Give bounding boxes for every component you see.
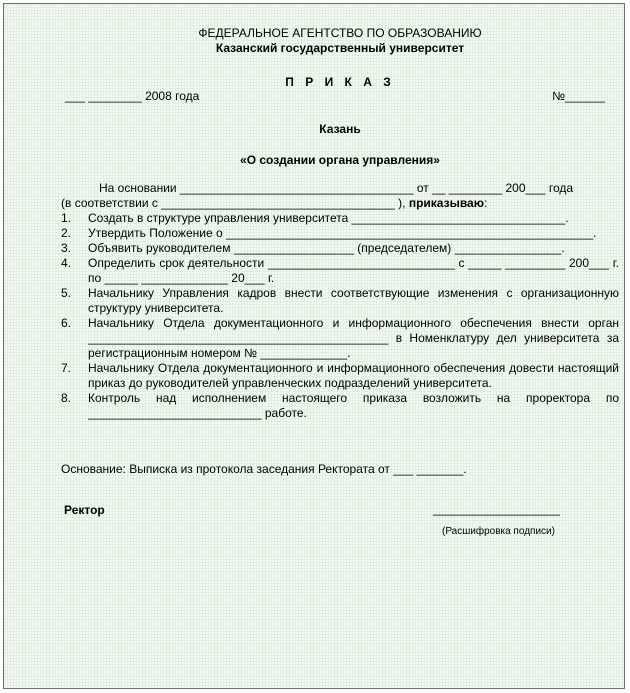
list-item bbox=[61, 256, 619, 286]
list-item bbox=[61, 391, 619, 421]
intro-line-1: На основании ___________________________________ от __ ________ 200___ года bbox=[99, 181, 574, 195]
item-text: Начальнику Отдела документационного и информационного обеспечения довести настоящий приказ до руководителей управленческих подразделений университета. bbox=[88, 361, 619, 390]
order-subject: «О создании органа управления» bbox=[240, 153, 440, 167]
signature-line: ___________________ bbox=[433, 502, 560, 516]
item-number: 5. bbox=[61, 286, 72, 300]
signatory-role: Ректор bbox=[64, 503, 105, 517]
intro-line-2 bbox=[61, 196, 619, 211]
item-text: Начальнику Отдела документационного и информационного обеспечения внести орган _____________________________________________ в Номенклатуру дел университета за регистрационным номером № _____________. bbox=[88, 316, 619, 360]
list-item bbox=[61, 211, 619, 226]
item-text: Контроль над исполнением настоящего приказа возложить на проректора по __________________________ работе. bbox=[88, 391, 619, 420]
item-text: Начальнику Управления кадров внести соответствующие изменения с организационную структуру университета. bbox=[88, 286, 619, 315]
item-text: Объявить руководителем __________________ (председателем) ________________. bbox=[88, 241, 565, 255]
basis-note: Основание: Выписка из протокола заседания Ректората от ___ _______. bbox=[61, 462, 467, 476]
item-number: 6. bbox=[61, 316, 72, 330]
intro-keyword: приказываю bbox=[408, 196, 484, 210]
order-body bbox=[61, 181, 619, 421]
item-number: 1. bbox=[61, 211, 72, 225]
order-title: П Р И К А З bbox=[285, 75, 395, 89]
agency-heading: ФЕДЕРАЛЬНОЕ АГЕНТСТВО ПО ОБРАЗОВАНИЮ bbox=[198, 26, 482, 40]
intro-colon: : bbox=[483, 196, 488, 210]
list-item bbox=[61, 316, 619, 361]
list-item bbox=[61, 241, 619, 256]
item-text: Создать в структуре управления университета ________________________________. bbox=[88, 211, 569, 225]
item-number: 3. bbox=[61, 241, 72, 255]
university-heading: Казанский государственный университет bbox=[215, 41, 465, 55]
item-text: Определить срок деятельности ____________________________ с _____ _________ 200___ г. по _____ _____________ 20___ г. bbox=[88, 256, 619, 285]
order-items bbox=[61, 211, 619, 421]
signature-caption: (Расшифровка подписи) bbox=[442, 526, 555, 537]
list-item bbox=[61, 226, 619, 241]
city: Казань bbox=[319, 122, 361, 136]
list-item bbox=[61, 361, 619, 391]
intro-reference: (в соответствии с ___________________________________ ), bbox=[61, 196, 406, 210]
order-date: ___ ________ 2008 года bbox=[65, 89, 200, 103]
item-number: 4. bbox=[61, 256, 72, 270]
item-number: 8. bbox=[61, 391, 72, 405]
order-number: №______ bbox=[552, 89, 605, 103]
item-number: 2. bbox=[61, 226, 72, 240]
list-item bbox=[61, 286, 619, 316]
item-text: Утвердить Положение о _______________________________________________________. bbox=[88, 226, 597, 240]
item-number: 7. bbox=[61, 361, 72, 375]
document-page bbox=[3, 3, 625, 689]
